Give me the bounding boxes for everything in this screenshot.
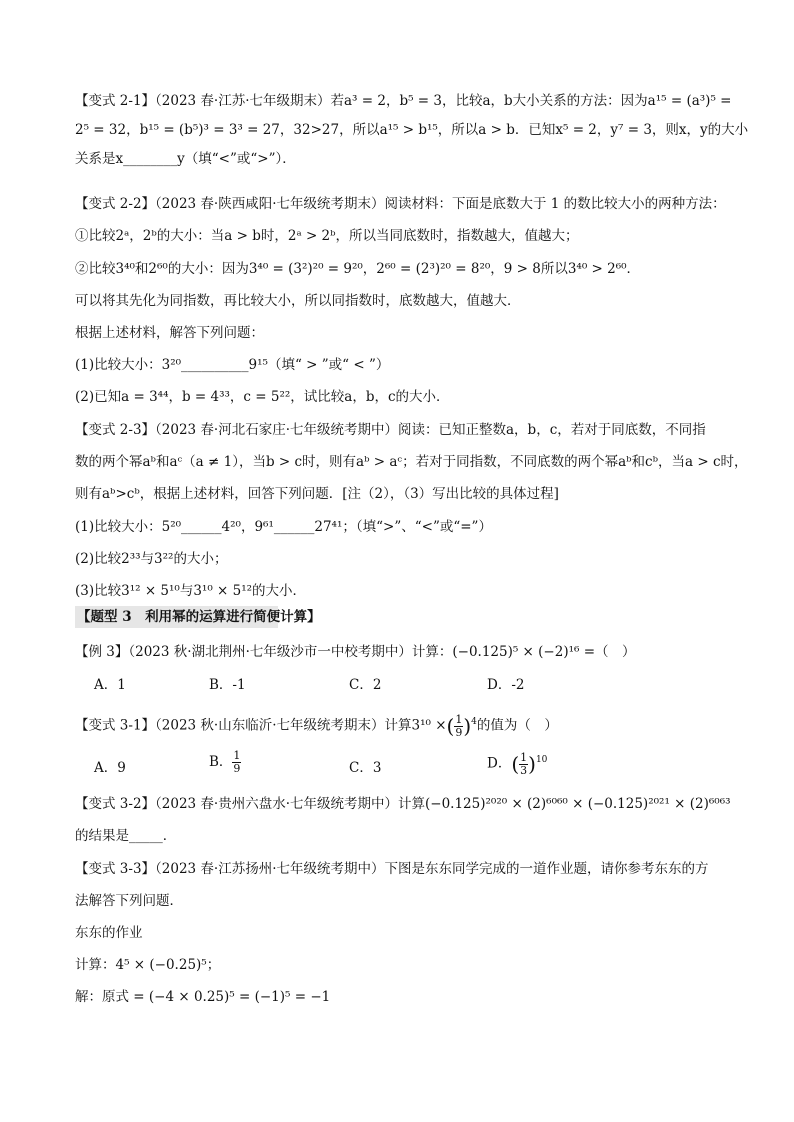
variant-2-2-method-1: ①比较2ᵃ，2ᵇ的大小：当a > b时，2ᵃ > 2ᵇ，所以当同底数时，指数越大，值越大； (75, 228, 579, 244)
variant-3-1-question-text: 【变式 3-1】（2023 秋·山东临沂·七年级统考期末）计算3¹⁰ × (75, 717, 447, 734)
fraction-one-ninth-option: $\frac{1}{9}$ (233, 749, 241, 775)
variant-3-1-option-d: D．( $\frac{1}{3}$ )$^{10}$ (487, 750, 548, 777)
variant-2-3-line-3: 则有aᵇ>cᵇ，根据上述材料，回答下列问题．[注（2），（3）写出比较的具体过程] (75, 486, 559, 502)
variant-2-2-conclusion: 可以将其先化为同指数，再比较大小，所以同指数时，底数越大，值越大． (75, 293, 521, 309)
variant-3-3-line-2: 法解答下列问题． (75, 893, 183, 909)
variant-3-2-line-1: 【变式 3-2】（2023 春·贵州六盘水·七年级统考期中）计算(−0.125)²⁰²⁰ × (2)⁶⁰⁶⁰ × (−0.125)²⁰²¹ × (2)⁶⁰⁶³ (75, 796, 731, 812)
variant-2-1-line-1: 【变式 2-1】（2023 春·江苏·七年级期末）若a³ = 2，b⁵ = 3，比较a，b大小关系的方法：因为a¹⁵ = (a³)⁵ = (75, 93, 732, 109)
example-3-option-d: D．-2 (487, 677, 525, 693)
variant-3-1-option-c: C．3 (349, 760, 382, 776)
variant-2-3-question-3: (3)比较3¹² × 5¹⁰与3¹⁰ × 5¹²的大小． (75, 583, 307, 599)
homework-title: 东东的作业 (75, 925, 143, 941)
variant-2-3-line-1: 【变式 2-3】（2023 春·河北石家庄·七年级统考期中）阅读：已知正整数a，b，c，若对于同底数，不同指 (75, 422, 706, 438)
variant-3-1-option-a: A．9 (94, 760, 126, 776)
variant-3-2-line-2: 的结果是_____． (75, 828, 177, 844)
variant-2-1-line-3: 关系是x________y（填“<”或“>”）． (75, 151, 296, 167)
fraction-one-third-option: $\frac{1}{3}$ (520, 750, 528, 777)
homework-calculation: 计算：4⁵ × (−0.25)⁵； (75, 957, 221, 973)
variant-2-3-question-1: (1)比较大小：5²⁰______4²⁰，9⁶¹______27⁴¹；（填“>”、“<”或“=”） (75, 519, 492, 535)
variant-2-3-line-2: 数的两个幂aᵇ和aᶜ（a ≠ 1），当b > c时，则有aᵇ > aᶜ；若对于同指数，不同底数的两个幂aᵇ和cᵇ，当a > c时， (75, 454, 748, 470)
variant-3-1-option-b: B． $\frac{1}{9}$ (209, 749, 241, 775)
variant-2-1-line-2: 2⁵ = 32，b¹⁵ = (b⁵)³ = 3³ = 27，32>27，所以a¹⁵ > b¹⁵，所以a > b．已知x⁵ = 2，y⁷ = 3，则x，y的大小 (75, 122, 749, 138)
fraction-one-ninth: $\frac{1}{9}$ (455, 712, 463, 739)
example-3-question: 【例 3】（2023 秋·湖北荆州·七年级沙市一中校考期中）计算：(−0.125)⁵ × (−2)¹⁶ =（ ） (75, 644, 636, 660)
homework-solution: 解：原式 = (−4 × 0.25)⁵ = (−1)⁵ = −1 (75, 989, 331, 1005)
variant-2-2-question-1: (1)比较大小：3²⁰__________9¹⁵（填“ > ”或“ < ”） (75, 357, 390, 373)
example-3-option-b: B．-1 (209, 677, 246, 693)
variant-3-3-line-1: 【变式 3-3】（2023 春·江苏扬州·七年级统考期中）下图是东东同学完成的一道作业题，请你参考东东的方 (75, 861, 709, 877)
variant-2-2-line-1: 【变式 2-2】（2023 春·陕西咸阳·七年级统考期末）阅读材料：下面是底数大于 1 的数比较大小的两种方法： (75, 196, 726, 212)
variant-3-1-question-tail: 的值为（ ） (476, 717, 558, 734)
section-title: 【题型 3 利用幂的运算进行简便计算】 (75, 606, 278, 628)
variant-2-2-method-2: ②比较3⁴⁰和2⁶⁰的大小：因为3⁴⁰ = (3²)²⁰ = 9²⁰，2⁶⁰ = (2³)²⁰ = 8²⁰，9 > 8所以3⁴⁰ > 2⁶⁰． (75, 261, 641, 277)
variant-2-3-question-2: (2)比较2³³与3²²的大小； (75, 551, 228, 567)
example-3-option-a: A．1 (94, 677, 126, 693)
example-3-option-c: C．2 (349, 677, 382, 693)
variant-3-1-question: 【变式 3-1】（2023 秋·山东临沂·七年级统考期末）计算3¹⁰ ×( $\frac{1}{9}$ )$^4$的值为（ ） (75, 712, 558, 739)
variant-2-2-question-2: (2)已知a = 3⁴⁴，b = 4³³，c = 5²²，试比较a，b，c的大小． (75, 389, 450, 405)
variant-2-2-prompt: 根据上述材料，解答下列问题： (75, 325, 264, 341)
